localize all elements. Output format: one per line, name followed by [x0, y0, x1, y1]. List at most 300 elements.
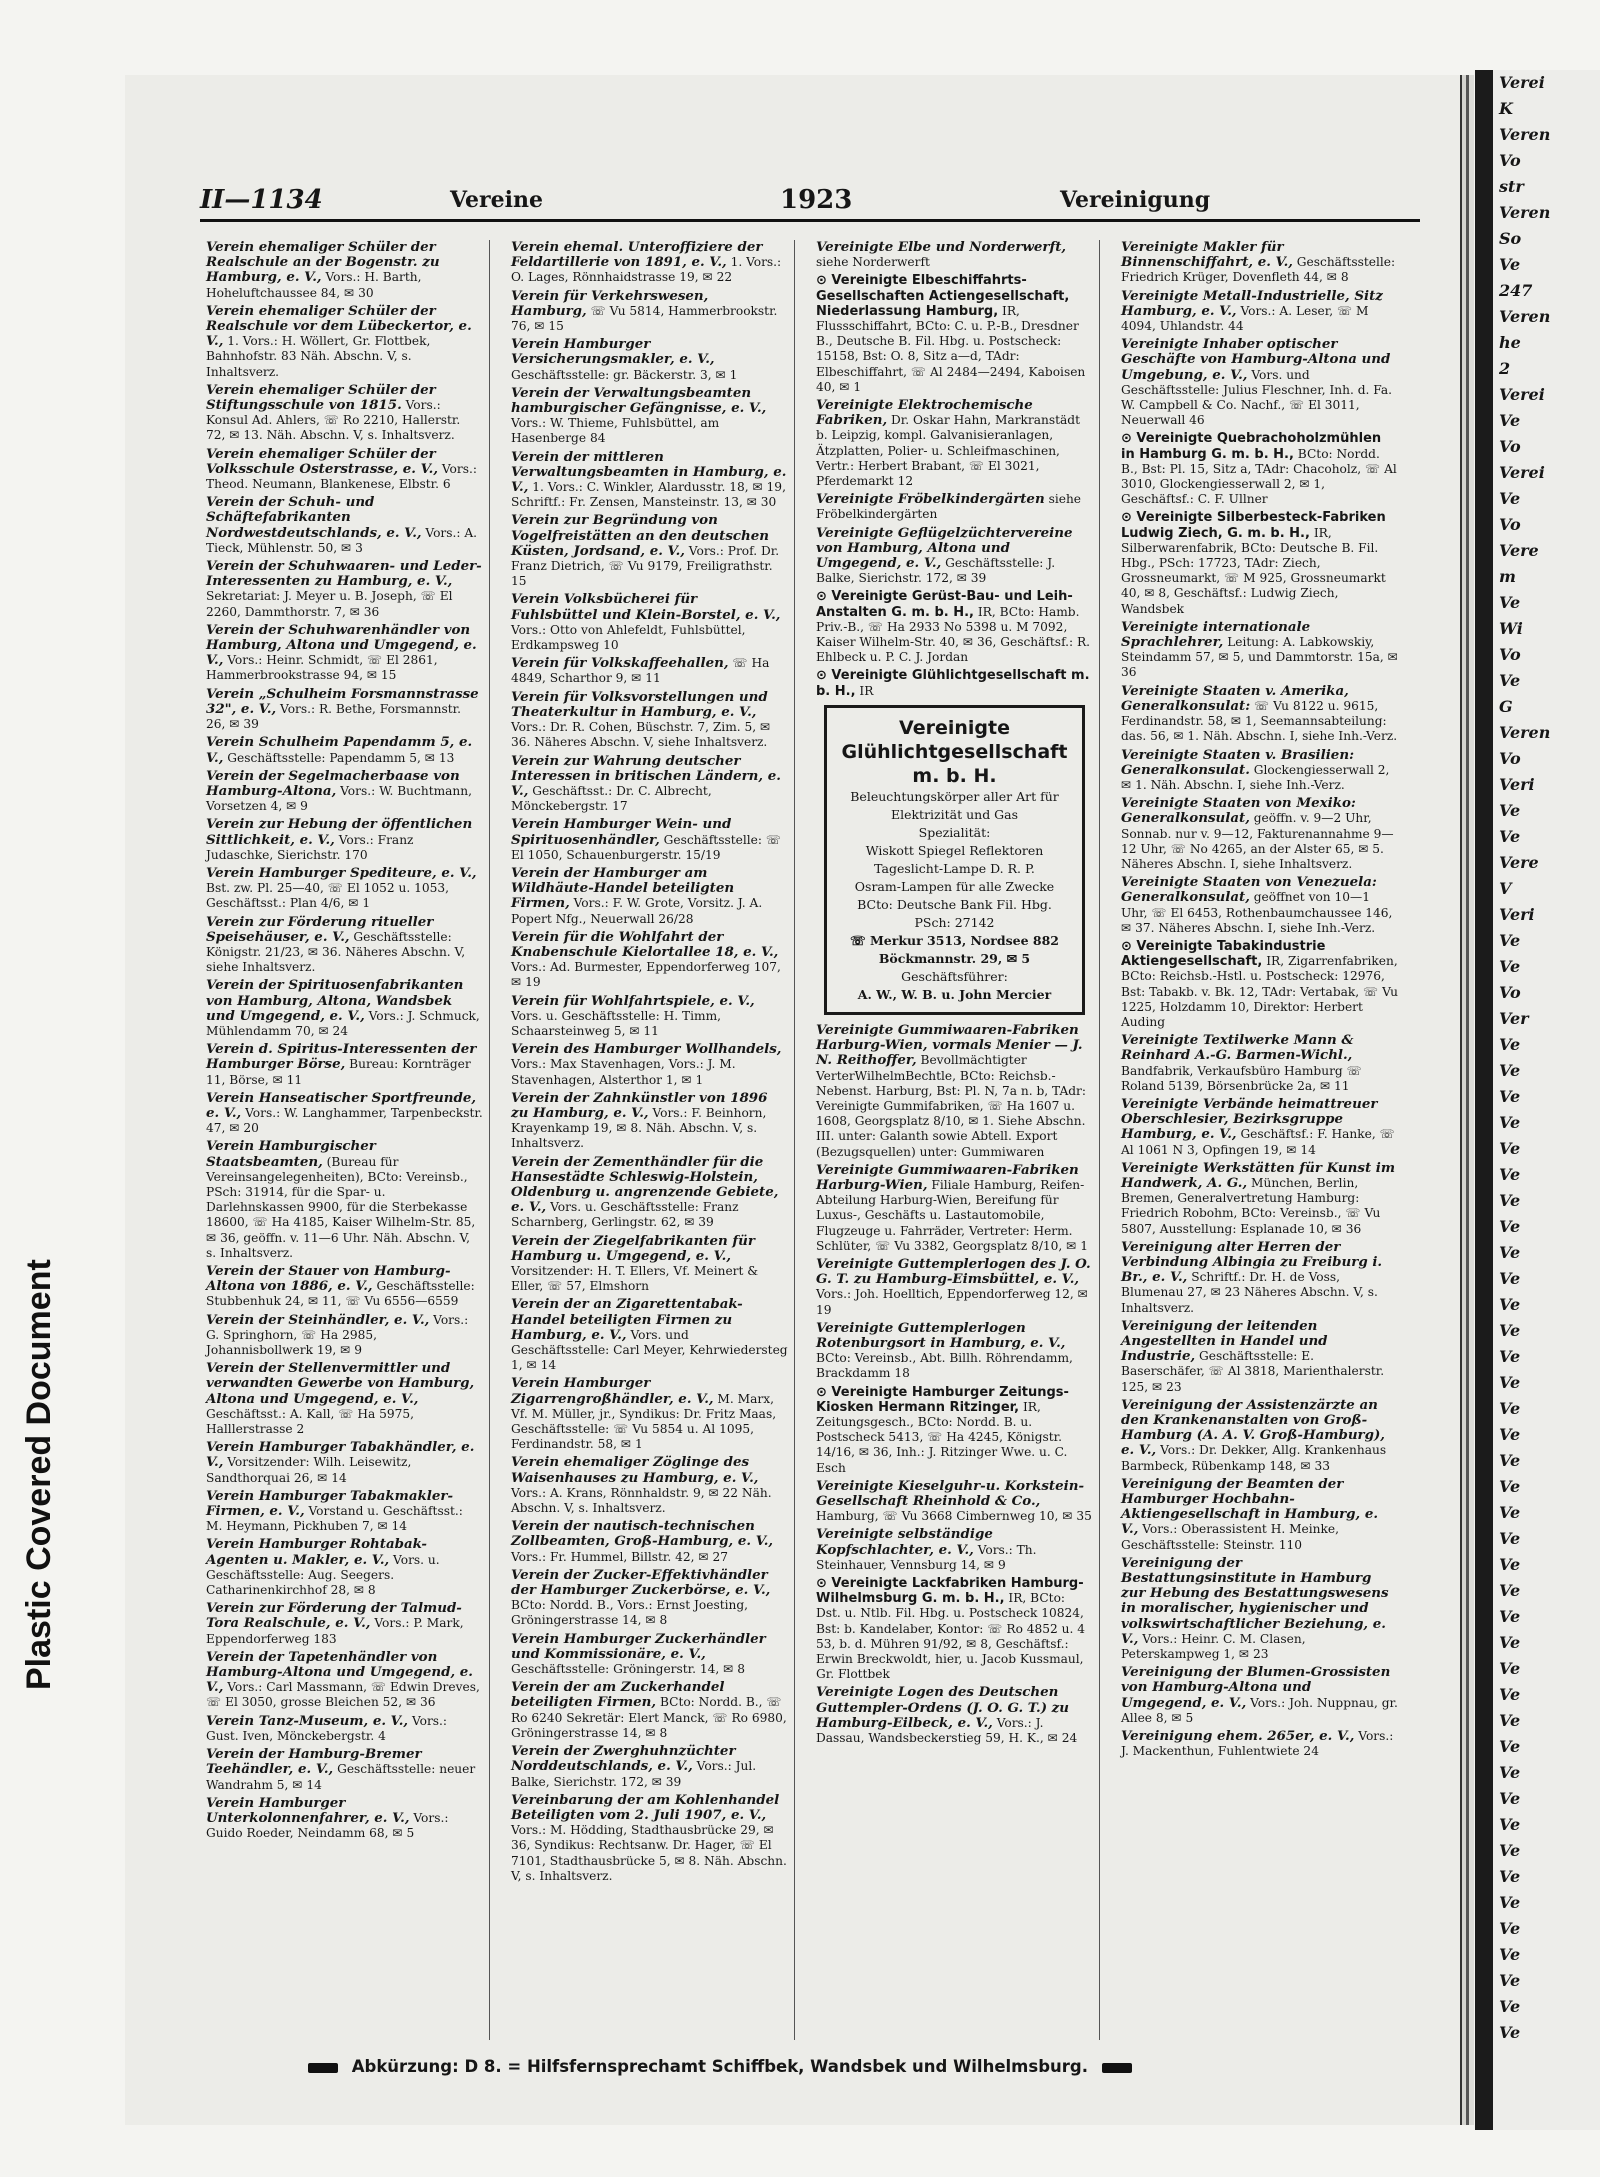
- column-1: [200, 240, 490, 2040]
- directory-entry: [511, 866, 788, 927]
- entry-name: Verein der Zwerghuhnzüchter Norddeutschlands, e. V.,: [511, 1743, 736, 1775]
- entry-details: Vors.: Gust. Iven, Mönckebergstr. 4: [206, 1713, 448, 1743]
- ad-line: Wiskott Spiegel Reflektoren: [865, 842, 1044, 858]
- entry-name: Vereinigte Makler für Binnenschiffahrt, e. V.,: [1121, 240, 1293, 271]
- advertisement-box: [824, 705, 1085, 1015]
- directory-entry: [816, 1527, 1093, 1573]
- entry-name: Verein zur Förderung der Talmud-Tora Realschule, e. V.,: [206, 1600, 462, 1632]
- entry-name: Verein Hamburger Spediteure, e. V.,: [206, 864, 477, 881]
- directory-entry: [1121, 748, 1399, 794]
- entry-details: Vors.: W. Buchtmann, Vorsetzen 4, ✉ 9: [206, 783, 472, 814]
- neighbor-page-fragment: Ve: [1499, 1451, 1521, 1470]
- directory-entry: [511, 656, 788, 686]
- entry-details: 1. Vors.: H. Wöllert, Gr. Flottbek, Bahnhofstr. 83 Näh. Abschn. V, s. Inhaltsverz.: [206, 334, 431, 379]
- entry-name: Verein der Segelmacherbaase von Hamburg-Altona,: [206, 767, 460, 799]
- directory-entry: [511, 1568, 788, 1629]
- neighbor-page-fragment: So: [1499, 229, 1522, 248]
- entry-details: Geschäftsst.: Dr. C. Albrecht, Mönckebergstr. 17: [511, 783, 712, 814]
- directory-entry: [511, 289, 788, 335]
- entry-name: Verein der nautisch-technischen Zollbeamten, Groß-Hamburg, e. V.,: [511, 1518, 774, 1550]
- directory-entry: [511, 1042, 788, 1088]
- directory-entry: [816, 1576, 1093, 1682]
- entry-details: M. Marx, Vf. M. Müller, jr., Syndikus: Dr. Fritz Maas, Geschäftsstelle: ☏ Vu 5854 u. Al 1095, Ferdinandstr. 58, ✉ 1: [511, 1391, 777, 1452]
- directory-entry: [206, 769, 483, 815]
- entry-details: Vors.: F. Beinhorn, Krayenkamp 19, ✉ 8. Näh. Abschn. V, s. Inhaltsverz.: [511, 1105, 767, 1151]
- directory-entry: [816, 589, 1093, 665]
- neighbor-page-fragment: Ve: [1499, 1633, 1521, 1652]
- entry-name: Verein ehemaliger Schüler der Realschule an der Bogenstr. zu Hamburg, e. V.,: [206, 240, 440, 286]
- entry-details: Vors.: A. Tieck, Mühlenstr. 50, ✉ 3: [206, 525, 478, 555]
- directory-entry: [816, 492, 1093, 522]
- entry-name: Verein der Zahnkünstler von 1896 zu Hamburg, e. V.,: [511, 1089, 768, 1121]
- entry-name: ⊙ Vereinigte Elbeschiffahrts-Gesellschaften Actiengesellschaft, Niederlassung Hamburg,: [816, 273, 1070, 319]
- entry-name: Vereinigte Guttemplerlogen Rotenburgsort in Hamburg, e. V.,: [816, 1319, 1066, 1351]
- entry-name: ⊙ Vereinigte Glühlichtgesellschaft m. b. H.,: [816, 668, 1090, 699]
- entry-details: BCto: Nordd. B., ☏ Ro 6240 Sekretär: Elert Manck, ☏ Ro 6980, Gröningerstrasse 14, ✉ 8: [511, 1695, 787, 1740]
- directory-entry: [1121, 337, 1399, 428]
- neighbor-page-fragment: Verei: [1499, 385, 1545, 404]
- directory-entry: [1121, 1556, 1399, 1662]
- ad-line: ☏ Merkur 3513, Nordsee 882: [849, 932, 1059, 948]
- entry-details: Vors.: Heinr. Schmidt, ☏ El 2861, Hammerbrookstrasse 94, ✉ 15: [206, 653, 438, 683]
- neighbor-page-fragment: Ve: [1499, 1113, 1521, 1132]
- entry-details: Vorsitzender: Wilh. Leisewitz, Sandthorquai 26, ✉ 14: [206, 1455, 412, 1485]
- entry-details: Geschäftsst.: A. Kall, ☏ Ha 5975, Halllerstrasse 2: [206, 1406, 415, 1437]
- directory-entry: [511, 1091, 788, 1152]
- neighbor-page-fragment: Ve: [1499, 1503, 1521, 1522]
- entry-details: geöffnet von 10—1 Uhr, ☏ El 6453, Rothenbaumchaussee 146, ✉ 37. Näheres Abschn. I, siehe Inh.-Verz.: [1121, 890, 1393, 935]
- entry-details: Vors.: A. Leser, ☏ M 4094, Uhlandstr. 44: [1121, 303, 1369, 334]
- entry-details: Bevollmächtigter VerterWilhelmBechtle, BCto: Reichsb.-Nebenst. Harburg, Bst: Pl. N, 7a n. b, TAdr: Vereinigte Gummifabriken, ☏ Ha 1607 u. 1608, Georgsplatz 8/10, ✉ 1. Siehe Abschn. III. unter: Galanth sowie Abtell. Export (Bezugsquellen) unter: Gummiwaren: [816, 1053, 1086, 1159]
- directory-entry: [1121, 510, 1399, 616]
- neighbor-page-fragment: Ve: [1499, 671, 1521, 690]
- entry-details: Vors.: J. Schmuck, Mühlendamm 70, ✉ 24: [206, 1008, 480, 1038]
- neighbor-page-fragment: Vo: [1499, 437, 1521, 456]
- entry-name: Verein der Schuh- und Schäftefabrikanten Nordwestdeutschlands, e. V.,: [206, 494, 422, 541]
- directory-entry: [511, 1632, 788, 1678]
- entry-name: Verein ehemaliger Zöglinge des Waisenhauses zu Hamburg, e. V.,: [511, 1454, 759, 1486]
- entry-name: Verein der Stellenvermittler und verwandten Gewerbe von Hamburg, Altona und Umgegend, e. V.,: [206, 1360, 475, 1407]
- entry-details: IR: [859, 683, 874, 698]
- entry-name: Verein der Hamburger am Wildhäute-Handel beteiligten Firmen,: [511, 864, 735, 912]
- entry-details: Geschäftsstelle: E. Baserschäfer, ☏ Al 3818, Marienthalerstr. 125, ✉ 23: [1121, 1349, 1385, 1394]
- directory-entry: [206, 447, 483, 493]
- entry-name: Vereinigte Verbände heimattreuer Oberschlesier, Bezirksgruppe Hamburg, e. V.,: [1121, 1095, 1378, 1143]
- ad-line: Tageslicht-Lampe D. R. P.: [874, 860, 1035, 876]
- ad-line: Spezialität:: [918, 824, 991, 840]
- neighbor-page-fragment: Ve: [1499, 1139, 1521, 1158]
- entry-name: Vereinigte Guttemplerlogen des J. O. G. T. zu Hamburg-Eimsbüttel, e. V.,: [816, 1255, 1091, 1288]
- entry-details: Leitung: A. Labkowskiy, Steindamm 57, ✉ 5, und Dammtorstr. 15a, ✉ 36: [1121, 635, 1398, 680]
- entry-name: Verein der Stauer von Hamburg-Altona von 1886, e. V.,: [206, 1263, 451, 1295]
- entry-details: Vors.: Max Stavenhagen, Vors.: J. M. Stavenhagen, Alsterthor 1, ✉ 1: [511, 1057, 736, 1087]
- entry-name: Vereinigte Textilwerke Mann & Reinhard A.-G. Barmen-Wichl.,: [1121, 1032, 1354, 1064]
- entry-details: IR, Silberwarenfabrik, BCto: Deutsche B. Fil. Hbg., PSch: 17723, TAdr: Ziech, Grossneumarkt, ☏ M 925, Grossneumarkt 40, ✉ 8, Geschäftsf.: Ludwig Ziech, Wandsbek: [1121, 525, 1386, 616]
- entry-name: Verein Hamburger Zuckerhändler und Kommissionäre, e. V.,: [511, 1630, 766, 1662]
- directory-entry: [816, 398, 1093, 489]
- neighbor-page-fragment: Ve: [1499, 2023, 1521, 2042]
- entry-name: Verein der Zucker-Effektivhändler der Hamburger Zuckerbörse, e. V.,: [511, 1566, 771, 1599]
- ad-line: Geschäftsführer:: [901, 968, 1008, 984]
- directory-entry: [511, 1297, 788, 1373]
- entry-details: Vors.: W. Thieme, Fuhlsbüttel, am Hasenberge 84: [511, 416, 720, 446]
- directory-entry: [206, 1361, 483, 1437]
- entry-details: Vors.: Prof. Dr. Franz Dietrich, ☏ Vu 9179, Freiligrathstr. 15: [511, 543, 780, 589]
- entry-details: Vors.: Guido Roeder, Neindamm 68, ✉ 5: [206, 1810, 449, 1841]
- directory-entry: [1121, 240, 1399, 286]
- neighbor-page-fragment: Ver: [1499, 1009, 1529, 1028]
- neighbor-page-fragment: m: [1499, 567, 1516, 586]
- entry-details: Geschäftsstelle: Stubbenhuk 24, ✉ 11, ☏ Vu 6556—6559: [206, 1279, 475, 1309]
- entry-name: Verein der Schuhwaaren- und Leder-Interessenten zu Hamburg, e. V.,: [206, 558, 482, 590]
- neighbor-page-fragment: Ve: [1499, 1399, 1521, 1418]
- ad-title: Vereinigte Glühlichtgesellschaft m. b. H.: [841, 716, 1068, 787]
- neighbor-page-fragment: Ve: [1499, 1945, 1521, 1964]
- entry-details: ☏ Vu 5814, Hammerbrookstr. 76, ✉ 15: [511, 303, 778, 334]
- entry-details: 1. Vors.: O. Lages, Rönnhaidstrasse 19, ✉ 22: [511, 255, 782, 285]
- entry-name: Verein Hamburgischer Staatsbeamten,: [206, 1138, 376, 1170]
- entry-details: Bandfabrik, Verkaufsbüro Hamburg ☏ Roland 5139, Börsenbrücke 2a, ✉ 11: [1121, 1063, 1362, 1093]
- entry-name: Verein Hamburger Wein- und Spirituosenhändler,: [511, 816, 732, 848]
- neighbor-page-fragment: Ve: [1499, 1191, 1521, 1210]
- directory-entry: [1121, 431, 1399, 507]
- neighbor-page-fragment: Verei: [1499, 463, 1545, 482]
- entry-name: Verein des Hamburger Wollhandels,: [511, 1041, 782, 1058]
- entry-name: ⊙ Vereinigte Tabakindustrie Aktiengesellschaft,: [1121, 938, 1326, 970]
- entry-name: Verein zur Begründung von Vogelfreistätten an den deutschen Küsten, Jordsand, e. V.,: [511, 512, 770, 559]
- directory-entry: [1121, 1729, 1399, 1759]
- directory-entry: [511, 1793, 788, 1884]
- neighbor-page-fragment: Ve: [1499, 1685, 1521, 1704]
- entry-name: Verein Schulheim Papendamm 5, e. V.,: [206, 734, 473, 766]
- column-2: [505, 240, 795, 2040]
- entry-name: Verein zur Hebung der öffentlichen Sittlichkeit, e. V.,: [206, 816, 473, 848]
- neighbor-page-fragment: Ve: [1499, 1763, 1521, 1782]
- entry-name: ⊙ Vereinigte Lackfabriken Hamburg-Wilhelmsburg G. m. b. H.,: [816, 1576, 1084, 1607]
- directory-entry: [511, 1680, 788, 1741]
- entry-details: Vors.: Ad. Burmester, Eppendorferweg 107, ✉ 19: [511, 960, 781, 990]
- directory-entry: [511, 337, 788, 383]
- entry-details: Geschäftsstelle: neuer Wandrahm 5, ✉ 14: [206, 1762, 476, 1792]
- entry-details: Vorstand u. Geschäftsst.: M. Heymann, Pickhuben 7, ✉ 14: [206, 1504, 463, 1534]
- directory-entry: [511, 1155, 788, 1231]
- neighbor-page-fragment: Vo: [1499, 645, 1521, 664]
- entry-name: Vereinigte Elbe und Norderwerft,: [816, 240, 1067, 255]
- neighbor-page-fragment: he: [1499, 333, 1521, 352]
- entry-details: Vors.: Dr. R. Cohen, Büschstr. 7, Zim. 5, ✉ 36. Näheres Abschn. V, siehe Inhaltsverz.: [511, 720, 771, 750]
- directory-entry: [1121, 1033, 1399, 1094]
- neighbor-page-fragment: Vo: [1499, 983, 1521, 1002]
- directory-entry: [1121, 289, 1399, 335]
- entry-name: ⊙ Vereinigte Silberbesteck-Fabriken Ludwig Ziech, G. m. b. H.,: [1121, 510, 1386, 541]
- directory-entry: [511, 1234, 788, 1295]
- entry-details: Vorsitzender: H. T. Ellers, Vf. Meinert & Eller, ☏ 57, Elmshorn: [511, 1264, 759, 1294]
- entry-details: Geschäftsstelle: gr. Bäckerstr. 3, ✉ 1: [511, 367, 738, 382]
- neighbor-page-fragment: Ve: [1499, 1321, 1521, 1340]
- entry-details: ☏ Vu 8122 u. 9615, Ferdinandstr. 58, ✉ 1, Seemannsabteilung: das. 56, ✉ 1. Näh. Abschn. I, siehe Inh.-Verz.: [1121, 698, 1398, 744]
- directory-entry: [206, 1747, 483, 1793]
- neighbor-page-fragment: Ve: [1499, 1243, 1521, 1262]
- entry-details: siehe Fröbelkindergärten: [816, 492, 1082, 522]
- entry-name: Vereinbarung der am Kohlenhandel Beteiligten vom 2. Juli 1907, e. V.,: [511, 1791, 780, 1823]
- directory-entry: [816, 1023, 1093, 1160]
- entry-details: IR, BCto: Hamb. Priv.-B., ☏ Ha 2933 No 5398 u. M 7092, Kaiser Wilhelm-Str. 40, ✉ 36, Geschäftsf.: R. Ehlbeck u. P. C. J. Jordan: [816, 604, 1091, 665]
- entry-name: ⊙ Vereinigte Hamburger Zeitungs-Kiosken Hermann Ritzinger,: [816, 1384, 1069, 1415]
- entry-details: Schriftf.: Dr. H. de Voss, Blumenau 27, ✉ 23 Näheres Abschn. V, s. Inhaltsverz.: [1121, 1270, 1378, 1315]
- neighbor-page-fragment: Ve: [1499, 1711, 1521, 1730]
- entry-name: Verein Hamburger Rohtabak-Agenten u. Makler, e. V.,: [206, 1536, 427, 1568]
- directory-entry: [1121, 684, 1399, 745]
- entry-details: Vors.: Oberassistent H. Meinke, Geschäftsstelle: Steinstr. 110: [1121, 1522, 1339, 1552]
- entry-details: Vors. und Geschäftsstelle: Julius Fleschner, Inh. d. Fa. W. Campbell & Co. Nachf., ☏ El 3011, Neuerwall 46: [1121, 367, 1393, 428]
- entry-details: IR, Flussschiffahrt, BCto: C. u. P.-B., Dresdner B., Deutsche B. Fil. Hbg. u. Postscheck: 15158, Bst: O. 8, Sitz a—d, TAdr: Elbeschiffahrt, ☏ Al 2484—2494, Kaboisen 40, ✉ 1: [816, 303, 1086, 394]
- entry-name: ⊙ Vereinigte Gerüst-Bau- und Leih-Anstalten G. m. b. H.,: [816, 589, 1073, 620]
- entry-name: Vereinigte Inhaber optischer Geschäfte von Hamburg-Altona und Umgebung, e. V.,: [1121, 336, 1391, 383]
- entry-details: Geschäftsstelle: Papendamm 5, ✉ 13: [227, 750, 455, 765]
- entry-name: Vereinigte Staaten von Mexiko: Generalkonsulat,: [1121, 795, 1356, 827]
- directory-entry: [206, 915, 483, 976]
- entry-name: Verein der Steinhändler, e. V.,: [206, 1311, 430, 1328]
- entry-name: Vereinigte Gummiwaaren-Fabriken Harburg-Wien, vormals Menier — J. N. Reithoffer,: [816, 1021, 1083, 1069]
- header-left-keyword: Vereine: [450, 187, 543, 213]
- page-header: [200, 185, 1420, 222]
- neighbor-page-fragment: Ve: [1499, 827, 1521, 846]
- ad-line: BCto: Deutsche Bank Fil. Hbg.: [857, 896, 1052, 912]
- neighbor-page-fragment: Ve: [1499, 1555, 1521, 1574]
- directory-entry: [1121, 1240, 1399, 1316]
- neighbor-page-fragment: Ve: [1499, 1373, 1521, 1392]
- neighbor-page-fragment: Ve: [1499, 489, 1521, 508]
- entry-name: Verein zur Wahrung deutscher Interessen in britischen Ländern, e. V.,: [511, 752, 781, 799]
- neighbor-page-fragment: Ve: [1499, 1061, 1521, 1080]
- entry-name: Vereinigte Geflügelzüchtervereine von Hamburg, Altona und Umgegend, e. V.,: [816, 524, 1073, 572]
- directory-entry: [1121, 620, 1399, 681]
- entry-details: Vors.: Theod. Neumann, Blankenese, Elbstr. 6: [206, 461, 477, 492]
- entry-name: Verein Hamburger Tabakhändler, e. V.,: [206, 1439, 475, 1471]
- directory-entry: [816, 1321, 1093, 1382]
- entry-name: Verein Tanz-Museum, e. V.,: [206, 1712, 409, 1729]
- neighbor-page-fragment: Ve: [1499, 411, 1521, 430]
- directory-entry: [206, 1091, 483, 1137]
- directory-entry: [511, 1376, 788, 1452]
- entry-details: Sekretariat: J. Meyer u. B. Joseph, ☏ El 2260, Dammthorstr. 7, ✉ 36: [206, 589, 453, 619]
- directory-entry: [206, 1313, 483, 1359]
- entry-name: Vereinigung der Assistenzärzte an den Krankenanstalten von Groß-Hamburg (A. A. V. Groß-Hamburg), e. V.,: [1121, 1396, 1385, 1459]
- entry-details: Vors. u. Geschäftsstelle: Aug. Seegers. Catharinenkirchhof 28, ✉ 8: [206, 1552, 440, 1598]
- entry-name: Vereinigte Staaten v. Brasilien: Generalkonsulat.: [1121, 746, 1355, 778]
- entry-details: Vors.: H. Barth, Hoheluftchaussee 84, ✉ 30: [206, 270, 422, 300]
- neighbor-page-fragment: Ve: [1499, 1815, 1521, 1834]
- neighbor-page-fragment: Ve: [1499, 1893, 1521, 1912]
- entry-name: Verein Hamburger Versicherungsmakler, e. V.,: [511, 336, 715, 368]
- directory-entry: [206, 304, 483, 380]
- entry-details: Vors.: Otto von Ahlefeldt, Fuhlsbüttel, Erdkampsweg 10: [511, 622, 746, 653]
- entry-name: Verein der Zementhändler für die Hansestädte Schleswig-Holstein, Oldenburg u. angrenzende Gebiete, e. V.,: [511, 1153, 779, 1216]
- column-3: [810, 240, 1100, 2040]
- directory-entry: [511, 513, 788, 589]
- entry-name: Verein der Spirituosenfabrikanten von Hamburg, Altona, Wandsbek und Umgegend, e. V.,: [206, 977, 464, 1024]
- neighbor-page-fragment: Ve: [1499, 255, 1521, 274]
- entry-name: Vereinigung der Blumen-Grossisten von Hamburg-Altona und Umgegend, e. V.,: [1121, 1664, 1391, 1711]
- neighbor-page-fragment: G: [1499, 697, 1513, 716]
- directory-entry: [511, 386, 788, 447]
- entry-name: Vereinigte Kieselguhr-u. Korkstein-Gesellschaft Rheinhold & Co.,: [816, 1477, 1085, 1509]
- entry-name: Verein der Tapetenhändler von Hamburg-Altona und Umgegend, e. V.,: [206, 1648, 473, 1696]
- entry-details: ☏ Ha 4849, Scharthor 9, ✉ 11: [511, 656, 770, 686]
- entry-details: 1. Vors.: C. Winkler, Alardusstr. 18, ✉ 19, Schriftf.: Fr. Zensen, Mansteinstr. 13, ✉ 30: [511, 480, 786, 510]
- directory-entry: [511, 450, 788, 511]
- neighbor-page-fragment: str: [1499, 177, 1524, 196]
- neighbor-page-fragment: Wi: [1499, 619, 1523, 638]
- entry-details: Geschäftsstelle: Königstr. 21/23, ✉ 36. Näheres Abschn. V, siehe Inhaltsverz.: [206, 929, 466, 975]
- neighbor-page-fragment: Ve: [1499, 593, 1521, 612]
- book-gutter: [1475, 70, 1493, 2130]
- directory-entry: [816, 1385, 1093, 1476]
- entry-name: Verein ehemaliger Schüler der Realschule vor dem Lübeckertor, e. V.,: [206, 302, 472, 350]
- entry-name: Vereinigung der Beamten der Hamburger Hochbahn-Aktiengesellschaft in Hamburg, e. V.,: [1121, 1475, 1379, 1538]
- entry-name: Verein der Hamburg-Bremer Teehändler, e. V.,: [206, 1746, 422, 1778]
- entry-name: Vereinigte Gummiwaaren-Fabriken Harburg-Wien,: [816, 1161, 1079, 1193]
- entry-details: Filiale Hamburg, Reifen-Abteilung Harburg-Wien, Bereifung für Luxus-, Geschäfts u. Lastautomobile, Flugzeuge u. Fahrräder, Vertreter: Herm. Schlüter, ☏ Vu 3382, Georgsplatz 8/10, ✉ 1: [816, 1177, 1089, 1253]
- neighbor-page-fragment: Ve: [1499, 1035, 1521, 1054]
- ad-line: PSch: 27142: [914, 914, 995, 930]
- neighbor-page-fragment: Ve: [1499, 801, 1521, 820]
- entry-name: Verein Hanseatischer Sportfreunde, e. V.,: [206, 1089, 477, 1121]
- directory-entry: [816, 1257, 1093, 1318]
- neighbor-page-fragment: Ve: [1499, 1529, 1521, 1548]
- entry-name: Vereinigte Metall-Industrielle, Sitz Hamburg, e. V.,: [1121, 287, 1383, 319]
- entry-name: Verein für Wohlfahrtspiele, e. V.,: [511, 992, 755, 1009]
- entry-details: Vors.: A. Krans, Rönnhaldstr. 9, ✉ 22 Näh. Abschn. V, s. Inhaltsverz.: [511, 1485, 772, 1516]
- entry-name: ⊙ Vereinigte Quebrachoholzmühlen in Hamburg G. m. b. H.,: [1121, 431, 1382, 462]
- directory-entry: [511, 592, 788, 653]
- entry-name: Verein d. Spiritus-Interessenten der Hamburger Börse,: [206, 1041, 477, 1073]
- entry-name: Vereinigte Staaten v. Amerika, Generalkonsulat:: [1121, 682, 1349, 714]
- entry-details: Vors.: J. Dassau, Wandsbeckerstieg 59, H. K., ✉ 24: [816, 1715, 1078, 1746]
- entry-name: Verein der Ziegelfabrikanten für Hamburg u. Umgegend, e. V.,: [511, 1232, 755, 1264]
- entry-details: Geschäftsstelle: ☏ El 1050, Schauenburgerstr. 15/19: [511, 832, 782, 862]
- directory-entry: [206, 623, 483, 684]
- neighbor-page-fragment: Ve: [1499, 1659, 1521, 1678]
- entry-name: Vereinigte Werkstätten für Kunst im Handwerk, A. G.,: [1121, 1159, 1396, 1191]
- entry-details: Glockengiesserwall 2, ✉ 1. Näh. Abschn. I, siehe Inh.-Verz.: [1121, 762, 1390, 792]
- entry-details: Geschäftsstelle: Gröningerstr. 14, ✉ 8: [511, 1662, 745, 1677]
- neighbor-page-fragment: Ve: [1499, 1997, 1521, 2016]
- entry-details: IR, Zigarrenfabriken, BCto: Reichsb.-Hstl. u. Postscheck: 12976, Bst: Tabakb. v. Bk. 12, TAdr: Vertabak, ☏ Vu 1225, Holzdamm 10, Direktor: Herbert Auding: [1121, 954, 1399, 1029]
- neighbor-page-fragment: Ve: [1499, 1919, 1521, 1938]
- directory-entry: [511, 817, 788, 863]
- directory-entry: [816, 1479, 1093, 1525]
- neighbor-page-fragment: Ve: [1499, 1269, 1521, 1288]
- entry-name: Vereinigte selbständige Kopfschlachter, e. V.,: [816, 1526, 993, 1558]
- pointing-hand-icon: [308, 2063, 338, 2073]
- entry-details: Bureau: Kornträger 11, Börse, ✉ 11: [206, 1057, 471, 1087]
- entry-name: Verein „Schulheim Forsmannstrasse 32", e. V.,: [206, 685, 479, 717]
- directory-entry: [206, 1714, 483, 1744]
- directory-entry: [206, 240, 483, 301]
- entry-name: Vereinigte Logen des Deutschen Guttempler-Ordens (J. O. G. T.) zu Hamburg-Eilbeck, e. V.,: [816, 1684, 1070, 1731]
- directory-entry: [816, 273, 1093, 395]
- directory-entry: [511, 1744, 788, 1790]
- directory-entry: [1121, 1097, 1399, 1158]
- entry-details: IR, Zeitungsgesch., BCto: Nordd. B. u. Postscheck 5413, ☏ Ha 4245, Königstr. 14/16, ✉ 36, Inh.: J. Ritzinger Wwe. u. C. Esch: [816, 1399, 1068, 1475]
- entry-details: BCto: Nordd. B., Bst: Pl. 15, Sitz a, TAdr: Chacoholz, ☏ Al 3010, Glockengiesserwall 2, ✉ 1, Geschäftsf.: C. F. Ullner: [1121, 446, 1397, 507]
- header-right-keyword: Vereinigung: [1060, 187, 1211, 213]
- directory-entry: [206, 1537, 483, 1598]
- directory-entry: [1121, 1161, 1399, 1237]
- directory-entry: [1121, 875, 1399, 936]
- entry-name: Verein für Volksvorstellungen und Theaterkultur in Hamburg, e. V.,: [511, 688, 768, 720]
- ad-line: Beleuchtungskörper aller Art für Elektrizität und Gas: [850, 788, 1059, 822]
- entry-details: Vors.: M. Hödding, Stadthausbrücke 29, ✉ 36, Syndikus: Rechtsanw. Dr. Hager, ☏ El 7101, Stadthausbrücke 5, ✉ 8. Näh. Abschn. V, s. Inhaltsverz.: [511, 1823, 787, 1883]
- entry-name: Verein der Schuhwarenhändler von Hamburg, Altona und Umgegend, e. V.,: [206, 621, 477, 669]
- column-4: [1115, 240, 1405, 2040]
- directory-entry: [816, 526, 1093, 587]
- entry-details: Vors.: P. Mark, Eppendorferweg 183: [206, 1616, 464, 1646]
- neighbor-page-fragment: Ve: [1499, 1295, 1521, 1314]
- neighbor-page-fragment: Ve: [1499, 957, 1521, 976]
- entry-name: Verein für Volkskaffeehallen,: [511, 655, 729, 672]
- neighbor-page-fragment: Ve: [1499, 931, 1521, 950]
- directory-entry: [206, 1601, 483, 1647]
- directory-entry: [511, 240, 788, 286]
- entry-details: Vors.: Heinr. C. M. Clasen, Peterskampweg 1, ✉ 23: [1121, 1631, 1306, 1662]
- directory-entry: [206, 1139, 483, 1261]
- entry-details: siehe Norderwerft: [816, 255, 930, 270]
- directory-entry: [206, 1796, 483, 1842]
- entry-details: Vors. u. Geschäftsstelle: Franz Scharnberg, Gerlingstr. 62, ✉ 39: [511, 1200, 739, 1230]
- directory-entry: [1121, 1319, 1399, 1395]
- entry-details: Vors.: Carl Massmann, ☏ Edwin Dreves, ☏ El 3050, grosse Bleichen 52, ✉ 36: [206, 1680, 480, 1710]
- neighbor-page-fragment: Ve: [1499, 1165, 1521, 1184]
- directory-entry: [1121, 1665, 1399, 1726]
- entry-details: Vors.: R. Bethe, Forsmannstr. 26, ✉ 39: [206, 701, 462, 732]
- entry-details: Bst. zw. Pl. 25—40, ☏ El 1052 u. 1053, Geschäftsst.: Plan 4/6, ✉ 1: [206, 881, 449, 911]
- directory-entry: [206, 1264, 483, 1310]
- neighbor-page-fragment: Vo: [1499, 749, 1521, 768]
- neighbor-page-fragment: Veri: [1499, 775, 1535, 794]
- entry-details: BCto: Vereinsb., Abt. Billh. Röhrendamm, Brackdamm 18: [816, 1351, 1073, 1381]
- entry-name: Verein der am Zuckerhandel beteiligten Firmen,: [511, 1679, 725, 1711]
- directory-entry: [511, 930, 788, 991]
- footer-text: Abkürzung: D 8. = Hilfsfernsprechamt Schiffbek, Wandsbek und Wilhelmsburg.: [351, 2057, 1088, 2076]
- entry-name: Vereinigung der leitenden Angestellten in Handel und Industrie,: [1121, 1317, 1328, 1365]
- entry-name: Verein ehemaliger Schüler der Volksschule Osterstrasse, e. V.,: [206, 445, 438, 477]
- neighbor-page-fragment: Ve: [1499, 1425, 1521, 1444]
- neighbor-page-fragment: Ve: [1499, 1607, 1521, 1626]
- directory-entry: [206, 1650, 483, 1711]
- pointing-hand-icon: [1102, 2063, 1132, 2073]
- entry-name: Vereinigte Staaten von Venezuela: Generalkonsulat,: [1121, 874, 1377, 906]
- directory-entry: [206, 817, 483, 863]
- neighbor-page-fragment: 2: [1499, 359, 1511, 378]
- entry-details: Vors.: G. Springhorn, ☏ Ha 2985, Johannisbollwerk 19, ✉ 9: [206, 1312, 469, 1358]
- directory-entry: [1121, 1477, 1399, 1553]
- directory-entry: [206, 1489, 483, 1535]
- neighbor-page-fragment: V: [1499, 879, 1512, 898]
- entry-details: Geschäftsstelle: J. Balke, Sierichstr. 172, ✉ 39: [816, 556, 1056, 586]
- entry-details: Vors.: Joh. Nuppnau, gr. Allee 8, ✉ 5: [1121, 1695, 1398, 1725]
- entry-name: Vereinigte internationale Sprachlehrer,: [1121, 618, 1311, 651]
- entry-name: Verein ehemaliger Schüler der Stiftungsschule von 1815.: [206, 381, 436, 414]
- entry-details: Vors.: Fr. Hummel, Billstr. 42, ✉ 27: [511, 1549, 728, 1564]
- entry-details: Hamburg, ☏ Vu 3668 Cimbernweg 10, ✉ 35: [816, 1509, 1092, 1524]
- directory-entry: [511, 1455, 788, 1516]
- directory-entry: [816, 1163, 1093, 1254]
- entry-details: Vors.: J. Mackenthun, Fuhlentwiete 24: [1121, 1729, 1394, 1759]
- page-number: II—1134: [200, 185, 323, 215]
- neighbor-page-fragment: Ve: [1499, 1789, 1521, 1808]
